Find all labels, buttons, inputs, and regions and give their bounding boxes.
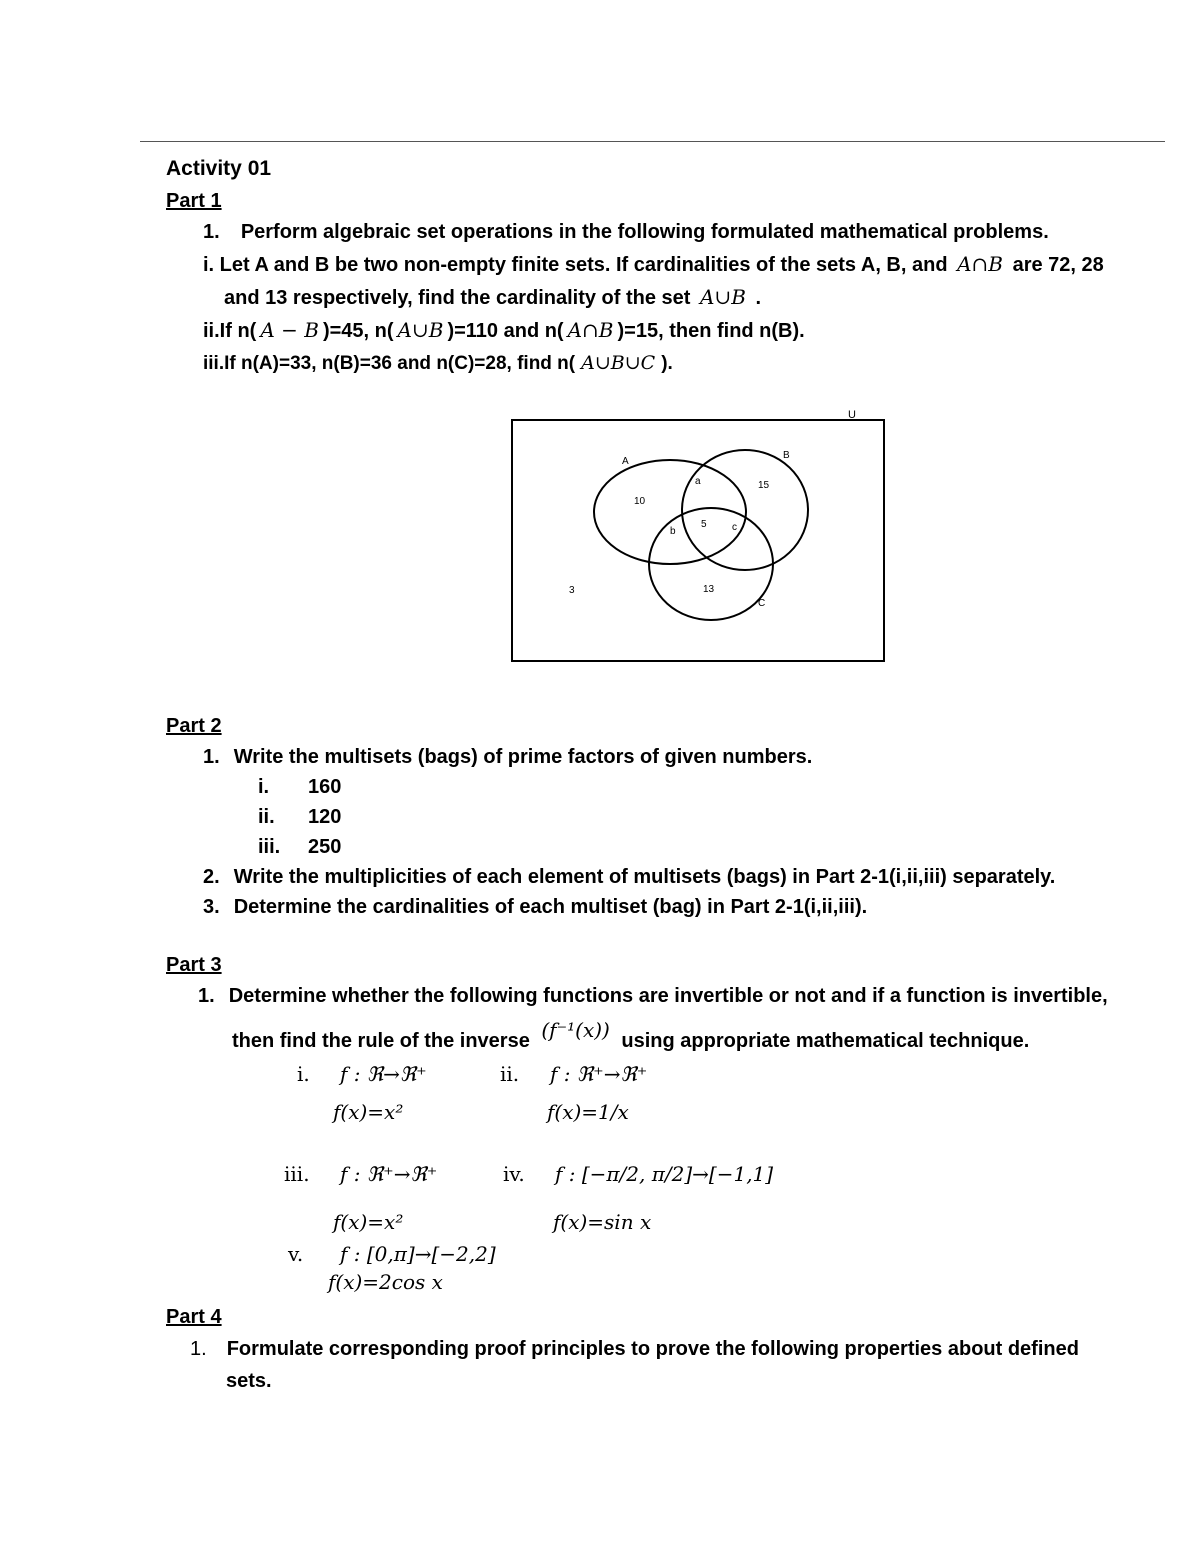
part3-q1-num: 1.: [198, 985, 215, 1007]
part4-heading: Part 4: [166, 1306, 222, 1328]
part3-heading: Part 3: [166, 954, 222, 976]
region-only-c: 13: [703, 584, 715, 595]
function-i-map: f : ℜ→ℜ⁺: [340, 1062, 427, 1086]
part1-item-ii: [203, 318, 805, 343]
part1-q1: [203, 220, 1049, 244]
activity-title: Activity 01: [166, 157, 272, 180]
function-v-rule: f(x)=2cos x: [328, 1270, 443, 1294]
function-i-rule: f(x)=x²: [333, 1100, 404, 1124]
region-outside: 3: [569, 585, 575, 596]
region-bc: c: [732, 522, 737, 533]
item-iii-text-a: iii.If n(A)=33, n(B)=36 and n(C)=28, find n(: [203, 353, 576, 374]
header-rule: [140, 141, 1165, 142]
part1-heading: Part 1: [166, 190, 222, 212]
part1-item-i-line1: [203, 252, 1104, 277]
set-b-label: B: [783, 450, 790, 461]
universe-box: [512, 420, 884, 661]
part2-q2: [203, 865, 1055, 889]
region-ac: b: [670, 526, 676, 537]
function-iii-rule: f(x)=x²: [333, 1210, 404, 1234]
item-i-text: i. Let A and B be two non-empty finite sets. If cardinalities of the sets A, B, and: [203, 254, 948, 276]
part2-q1-num: 1.: [203, 746, 220, 768]
part3-q1-line2: [232, 1018, 1030, 1053]
item-ii-text-c: )=110 and n(: [447, 320, 564, 342]
region-abc: 5: [701, 519, 707, 530]
item-i-text-end: are 72, 28: [1012, 254, 1104, 276]
part3-q1-text-2b: using appropriate mathematical technique.: [621, 1030, 1030, 1052]
part3-q1-text: Determine whether the following functions are invertible or not and if a function is invertible,: [228, 985, 1108, 1007]
function-v-label: v.: [288, 1242, 304, 1266]
function-ii-label: ii.: [500, 1062, 520, 1086]
part4-q1-line2: sets.: [226, 1370, 272, 1392]
part2-q3: [203, 895, 867, 919]
difference-symbol: A − B: [260, 318, 319, 342]
number-item-ii: [258, 805, 341, 829]
inverse-notation: (f⁻¹(x)): [541, 1018, 610, 1042]
venn-diagram: [500, 400, 900, 670]
part2-q3-num: 3.: [203, 896, 220, 918]
item-i-period: .: [755, 287, 762, 309]
item-ii-text-d: )=15, then find n(B).: [617, 320, 805, 342]
function-ii-map: f : ℜ⁺→ℜ⁺: [550, 1062, 648, 1086]
function-iii-label: iii.: [284, 1162, 310, 1186]
set-c-label: C: [758, 598, 766, 609]
part1-item-i-line2: [224, 285, 761, 310]
intersection-symbol: A∩B: [567, 318, 614, 342]
part1-item-iii: [203, 351, 673, 376]
part1-q1-text: Perform algebraic set operations in the following formulated mathematical problems.: [240, 221, 1049, 243]
item-ii-text-b: )=45, n(: [322, 320, 394, 342]
function-iv-rule: f(x)=sin x: [553, 1210, 652, 1234]
number-item-iii: [258, 835, 341, 859]
function-iv-label: iv.: [503, 1162, 525, 1186]
part2-heading: Part 2: [166, 715, 222, 737]
part3-q1-text-2a: then find the rule of the inverse: [232, 1030, 530, 1052]
region-only-a: 10: [634, 496, 646, 507]
item-iii-text-b: ).: [661, 353, 673, 374]
number-value: 160: [308, 776, 342, 798]
number-item-i: [258, 775, 341, 799]
item-ii-text-a: ii.If n(: [203, 320, 257, 342]
intersection-symbol: A∩B: [957, 252, 1004, 276]
function-iv-map: f : [−π/2, π/2]→[−1,1]: [555, 1162, 774, 1186]
part4-q1-line1: [190, 1337, 1079, 1361]
part2-q1-text: Write the multisets (bags) of prime factors of given numbers.: [233, 746, 813, 768]
function-i-label: i.: [297, 1062, 310, 1086]
part1-q1-num: 1.: [203, 221, 220, 243]
number-label: ii.: [258, 806, 275, 828]
union-symbol: A∪B: [397, 318, 444, 342]
part4-q1-num: 1.: [190, 1338, 207, 1360]
set-a-label: A: [622, 456, 629, 467]
number-value: 120: [308, 806, 342, 828]
part4-q1-text: Formulate corresponding proof principles to prove the following properties about defined: [226, 1338, 1079, 1360]
part3-q1-line1: [198, 984, 1108, 1008]
region-ab: a: [695, 476, 701, 487]
function-v-map: f : [0,π]→[−2,2]: [340, 1242, 496, 1266]
region-only-b: 15: [758, 480, 770, 491]
part2-q2-text: Write the multiplicities of each element of multisets (bags) in Part 2-1(i,ii,iii) separately.: [233, 866, 1056, 888]
number-label: i.: [258, 776, 270, 798]
number-label: iii.: [258, 836, 281, 858]
part2-q1: [203, 745, 812, 769]
function-iii-map: f : ℜ⁺→ℜ⁺: [340, 1162, 438, 1186]
universe-label: U: [848, 409, 856, 421]
triple-union-symbol: A∪B∪C: [581, 352, 656, 374]
part2-q3-text: Determine the cardinalities of each multiset (bag) in Part 2-1(i,ii,iii).: [233, 896, 868, 918]
circle-a: [594, 460, 746, 564]
function-ii-rule: f(x)=1/x: [547, 1100, 629, 1124]
part2-q2-num: 2.: [203, 866, 220, 888]
number-value: 250: [308, 836, 342, 858]
item-i-text-2: and 13 respectively, find the cardinality of the set: [224, 287, 691, 309]
union-symbol: A∪B: [700, 285, 746, 309]
